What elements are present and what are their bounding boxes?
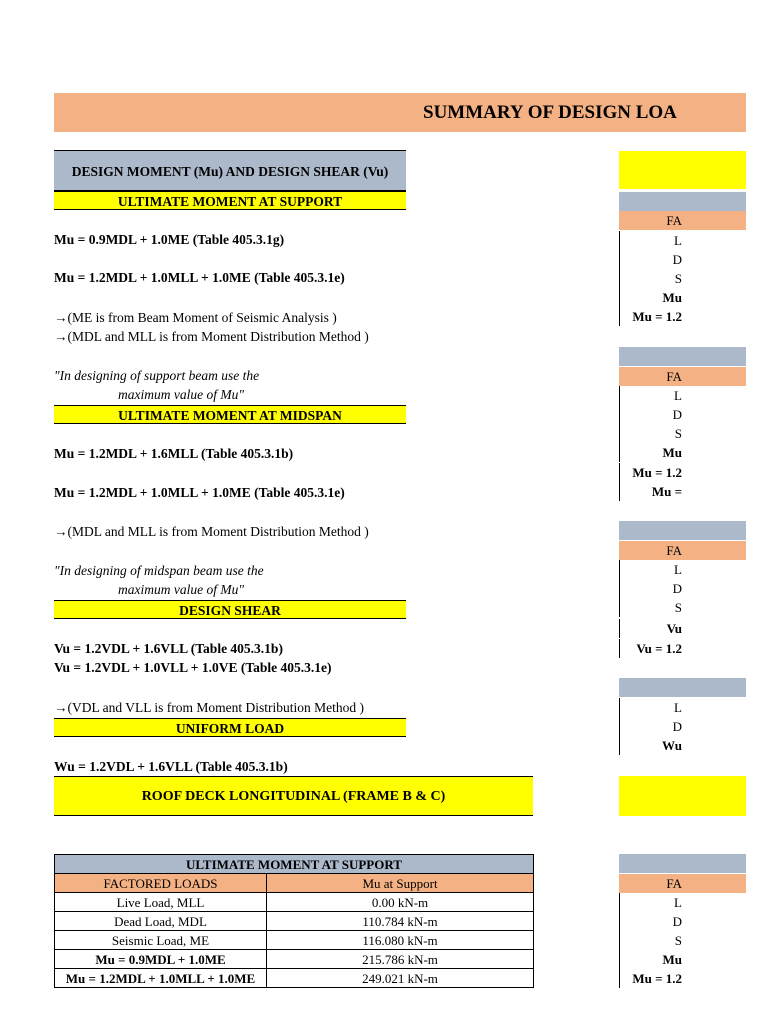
right-d-5: D (619, 912, 684, 931)
row-value: 215.786 kN-m (267, 950, 534, 969)
row-label: Mu = 0.9MDL + 1.0ME (55, 950, 267, 969)
right-fa-5: FA (666, 876, 682, 891)
right-gray-bar-2 (619, 347, 746, 366)
quote-midspan-line-1: "In designing of midspan beam use the (54, 563, 264, 578)
row-value: 110.784 kN-m (267, 912, 534, 931)
quote-support-line-1: "In designing of support beam use the (54, 368, 260, 383)
roof-deck-title: ROOF DECK LONGITUDINAL (FRAME B & C) (54, 776, 533, 816)
right-s-1: S (619, 269, 684, 288)
row-label: Seismic Load, ME (55, 931, 267, 950)
right-d-2: D (619, 405, 684, 424)
row-label: Mu = 1.2MDL + 1.0MLL + 1.0ME (55, 969, 267, 988)
right-d-4: D (619, 717, 684, 736)
right-l-2: L (619, 386, 684, 405)
right-l-3: L (619, 560, 684, 579)
note-mdl-source-2: →(MDL and MLL is from Moment Distribution Method ) (54, 524, 369, 539)
right-yellow-block-2 (619, 776, 746, 816)
row-label: Live Load, MLL (55, 893, 267, 912)
table-row (55, 950, 534, 969)
right-vu-3: Vu (619, 619, 684, 638)
right-gray-bar-5 (619, 854, 746, 873)
formula-shear-1: Vu = 1.2VDL + 1.6VLL (Table 405.3.1b) (54, 641, 283, 656)
right-fa-1: FA (666, 213, 682, 228)
table-col-header-mu: Mu at Support (267, 874, 534, 893)
table-row (55, 969, 534, 988)
right-wu-4: Wu (619, 736, 684, 755)
right-s-3: S (619, 598, 684, 617)
quote-support-line-2: maximum value of Mu" (118, 387, 245, 402)
right-d-1: D (619, 250, 684, 269)
right-mu12-5: Mu = 1.2 (619, 969, 684, 988)
table-col-header-loads: FACTORED LOADS (55, 874, 267, 893)
section-ultimate-moment-support: ULTIMATE MOMENT AT SUPPORT (54, 191, 406, 210)
right-fa-2: FA (666, 369, 682, 384)
right-mu12-1: Mu = 1.2 (619, 307, 684, 326)
right-l-4: L (619, 698, 684, 717)
section-uniform-load: UNIFORM LOAD (54, 718, 406, 737)
right-s-5: S (619, 931, 684, 950)
row-value: 0.00 kN-m (267, 893, 534, 912)
section-ultimate-moment-midspan: ULTIMATE MOMENT AT MIDSPAN (54, 405, 406, 424)
formula-midspan-2: Mu = 1.2MDL + 1.0MLL + 1.0ME (Table 405.3.1e) (54, 485, 345, 500)
ultimate-moment-table (54, 854, 534, 988)
right-vu12-3: Vu = 1.2 (619, 639, 684, 658)
note-me-source: →(ME is from Beam Moment of Seismic Analysis ) (54, 310, 337, 325)
right-yellow-block-1 (619, 151, 746, 189)
page-title: SUMMARY OF DESIGN LOA (423, 102, 677, 123)
right-fa-3: FA (666, 543, 682, 558)
formula-support-2: Mu = 1.2MDL + 1.0MLL + 1.0ME (Table 405.3.1e) (54, 270, 345, 285)
right-mueq-2: Mu = (619, 482, 684, 501)
right-l-1: L (619, 231, 684, 250)
note-mdl-source-1: →(MDL and MLL is from Moment Distribution Method ) (54, 329, 369, 344)
table-row (55, 893, 534, 912)
right-mu-5: Mu (619, 950, 684, 969)
formula-shear-2: Vu = 1.2VDL + 1.0VLL + 1.0VE (Table 405.3.1e) (54, 660, 332, 675)
quote-midspan-line-2: maximum value of Mu" (118, 582, 245, 597)
right-mu12-2: Mu = 1.2 (619, 463, 684, 482)
table-row (55, 931, 534, 950)
note-vdl-source: →(VDL and VLL is from Moment Distribution Method ) (54, 700, 364, 715)
right-l-5: L (619, 893, 684, 912)
row-value: 249.021 kN-m (267, 969, 534, 988)
section-design-shear: DESIGN SHEAR (54, 600, 406, 619)
design-moment-header: DESIGN MOMENT (Mu) AND DESIGN SHEAR (Vu) (54, 150, 406, 191)
right-gray-bar-3 (619, 521, 746, 540)
formula-support-1: Mu = 0.9MDL + 1.0ME (Table 405.3.1g) (54, 232, 285, 247)
right-gray-bar-4 (619, 678, 746, 697)
table-row (55, 912, 534, 931)
row-label: Dead Load, MDL (55, 912, 267, 931)
right-mu-1: Mu (619, 288, 684, 307)
formula-uniform: Wu = 1.2VDL + 1.6VLL (Table 405.3.1b) (54, 759, 288, 774)
right-d-3: D (619, 579, 684, 598)
table-title: ULTIMATE MOMENT AT SUPPORT (55, 855, 534, 874)
row-value: 116.080 kN-m (267, 931, 534, 950)
right-s-2: S (619, 424, 684, 443)
formula-midspan-1: Mu = 1.2MDL + 1.6MLL (Table 405.3.1b) (54, 446, 294, 461)
right-mu-2: Mu (619, 443, 684, 462)
right-gray-bar-1 (619, 192, 746, 211)
